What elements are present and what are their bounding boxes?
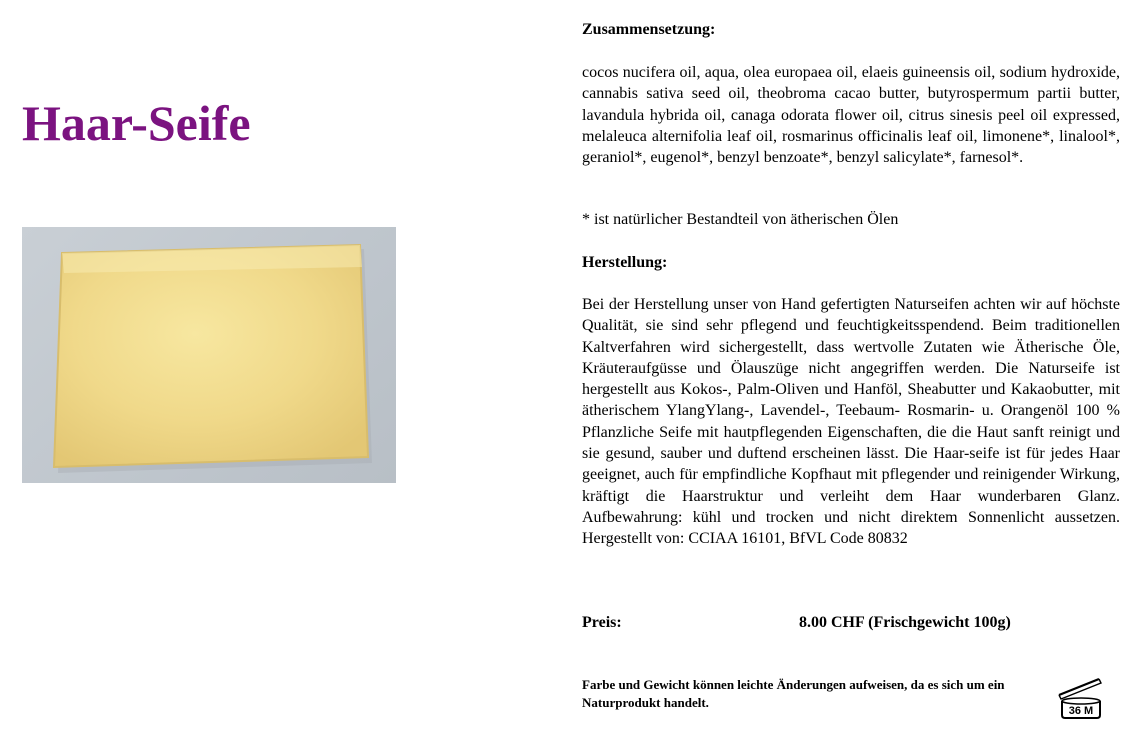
soap-bar-illustration — [22, 227, 396, 483]
composition-heading: Zusammensetzung: — [582, 21, 716, 38]
open-jar-icon — [1055, 677, 1105, 719]
composition-footnote: * ist natürlicher Bestandteil von ätherischen Ölen — [582, 211, 899, 228]
pao-label: 36 M — [1068, 705, 1094, 717]
price-label: Preis: — [582, 614, 622, 631]
production-text: Bei der Herstellung unser von Hand gefertigten Naturseifen achten wir auf höchste Qualität, sie sind sehr pflegend und feuchtigkeitsspendend. Beim traditionellen Kaltverfahren wird sichergestellt, dass wertvolle Zutaten wie Ätherische Öle, Kräuteraufgüsse und Ölauszüge nicht angegriffen werden. Die Naturseife ist hergestellt aus Kokos-, Palm-Oliven und Hanföl, Sheabutter und Kakaobutter, mit ätherischem YlangYlang-, Lavendel-, Teebaum- Rosmarin- u. Orangenöl 100 % Pflanzliche Seife mit hautpflegenden Eigenschaften, die die Haut sanft reinigt und sie gesund, sauber und duftend erscheinen lässt. Die Haar-seife ist für jedes Haar geeignet, auch für empfindliche Kopfhaut mit pflegender und reinigender Wirkung, kräftigt die Haarstruktur und verleiht dem Haar wunderbaren Glanz. Aufbewahrung: kühl und trocken und nicht direktem Sonnenlicht aussetzen. Hergestellt von: CCIAA 16101, BfVL Code 80832 — [582, 296, 1120, 548]
production-heading: Herstellung: — [582, 254, 668, 271]
composition-text: cocos nucifera oil, aqua, olea europaea oil, elaeis guineensis oil, sodium hydroxide, cannabis sativa seed oil, theobroma cacao butter, butyrospermum partii butter, lavandula hybrida oil, canaga odorata flower oil, citrus sinesis peel oil expressed, melaleuca alternifolia leaf oil, rosmarinus officinalis leaf oil, limonene*, linalool*, geraniol*, eugenol*, benzyl benzoate*, benzyl salicylate*, farnesol*. — [582, 64, 1120, 167]
page-title: Haar-Seife — [22, 95, 251, 151]
disclaimer-text: Farbe und Gewicht können leichte Änderungen aufweisen, da es sich um ein Naturprodukt handelt. — [582, 677, 1005, 710]
price-value: 8.00 CHF (Frischgewicht 100g) — [799, 614, 1011, 631]
soap-bar-photo — [22, 227, 396, 483]
